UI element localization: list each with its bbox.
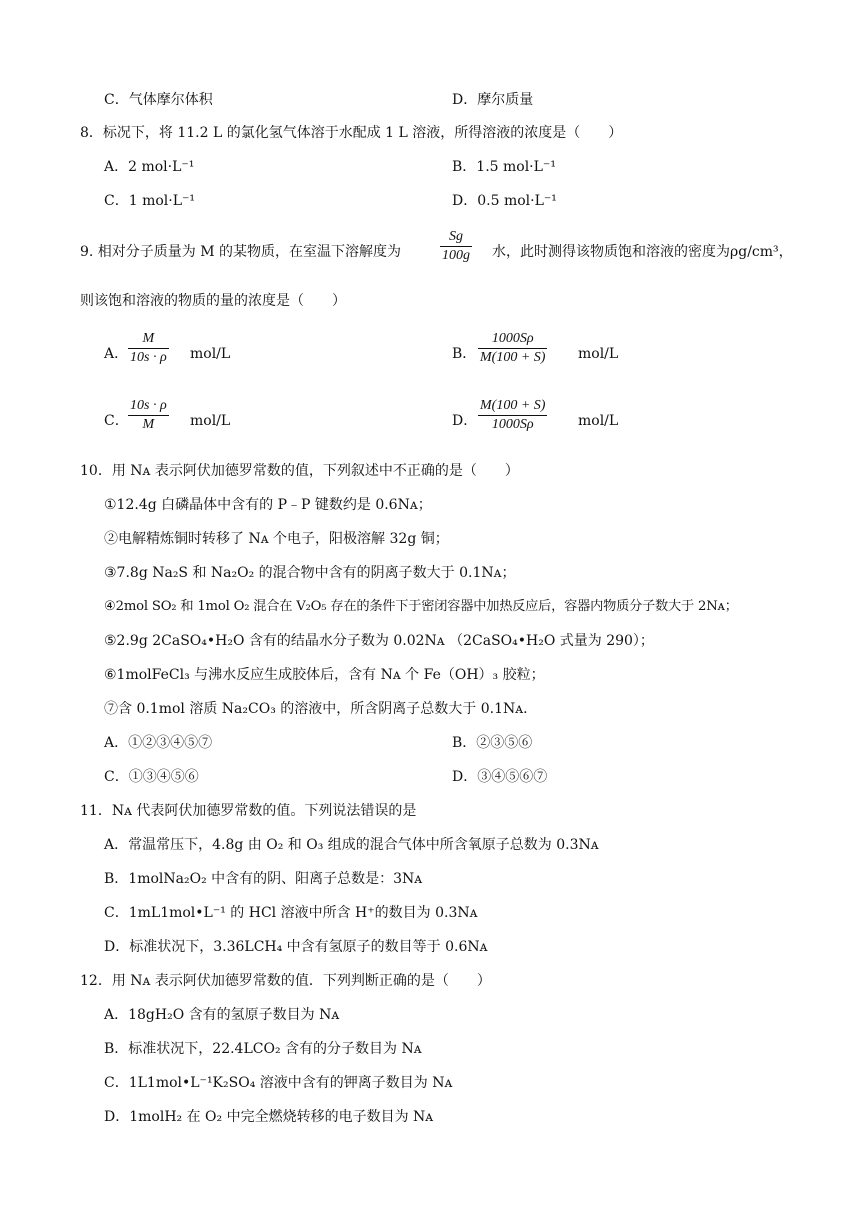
q9-option-b-numerator: 1000Sρ [478,330,547,349]
q9-option-a-fraction [128,330,169,367]
q12-stem: 12．用 Nᴀ 表示阿伏加德罗常数的值．下列判断正确的是（ ） [80,973,491,989]
q9-option-c-unit: mol/L [190,413,231,429]
q9-option-a-denominator: 10s · ρ [130,350,167,365]
q10-statement-2: ②电解精炼铜时转移了 Nᴀ 个电子，阳极溶解 32g 铜； [104,531,449,547]
q9-option-a-unit: mol/L [190,346,231,362]
q9-fraction-denominator: 100g [442,248,470,263]
q8-option-d: D．0.5 mol·L⁻¹ [452,193,557,209]
q9-option-c-fraction [128,397,169,434]
q9-stem-line2: 则该饱和溶液的物质的量的浓度是（ ） [80,293,346,309]
q10-option-a: A．①②③④⑤⑦ [104,735,213,751]
q9-option-d-denominator: 1000Sρ [491,417,534,432]
q12-option-a: A．18gH₂O 含有的氢原子数目为 Nᴀ [104,1007,340,1023]
q10-statement-6: ⑥1molFeCl₃ 与沸水反应生成胶体后，含有 Nᴀ 个 Fe（OH）₃ 胶粒； [104,667,545,683]
q10-statement-4: ④2mol SO₂ 和 1mol O₂ 混合在 V₂O₅ 存在的条件下于密闭容器中加热反应后，容器内物质分子数大于 2Nᴀ； [104,599,738,614]
q9-option-c-numerator: 10s · ρ [128,397,169,416]
q12-option-b: B．标准状况下，22.4LCO₂ 含有的分子数目为 Nᴀ [104,1041,422,1057]
q10-option-d: D．③④⑤⑥⑦ [452,769,548,785]
q10-statement-5: ⑤2.9g 2CaSO₄•H₂O 含有的结晶水分子数为 0.02Nᴀ （2CaSO₄•H₂O 式量为 290）； [104,633,654,649]
q10-statement-1: ①12.4g 白磷晶体中含有的 P﹣P 键数约是 0.6Nᴀ； [104,497,432,513]
q7-option-d: D．摩尔质量 [452,92,534,108]
q9-option-c-label: C． [104,413,129,429]
q10-stem: 10．用 Nᴀ 表示阿伏加德罗常数的值，下列叙述中不正确的是（ ） [80,463,519,479]
q11-option-c: C．1mL1mol•L⁻¹ 的 HCl 溶液中所含 H⁺的数目为 0.3Nᴀ [104,905,478,921]
q9-option-b-fraction [478,330,547,367]
q8-stem: 8．标况下，将 11.2 L 的氯化氢气体溶于水配成 1 L 溶液，所得溶液的浓度是（ ） [80,125,623,141]
q12-option-c: C．1L1mol•L⁻¹K₂SO₄ 溶液中含有的钾离子数目为 Nᴀ [104,1075,453,1091]
q10-option-c: C．①③④⑤⑥ [104,769,199,785]
q8-option-b: B．1.5 mol·L⁻¹ [452,159,556,175]
q9-stem-part2: 水，此时测得该物质饱和溶液的密度为ρg/cm³， [492,244,793,260]
q9-fraction-numerator: Sg [440,228,472,247]
q9-option-d-unit: mol/L [578,413,619,429]
q9-option-a-numerator: M [128,330,169,349]
q9-stem-part1: 9. 相对分子质量为 M 的某物质，在室温下溶解度为 [80,244,402,260]
q9-option-b-denominator: M(100 + S) [480,350,546,365]
q8-option-a: A．2 mol·L⁻¹ [104,159,195,175]
q7-option-c: C．气体摩尔体积 [104,92,213,108]
q8-option-c: C．1 mol·L⁻¹ [104,193,195,209]
q9-option-d-numerator: M(100 + S) [478,397,547,416]
q10-statement-7: ⑦含 0.1mol 溶质 Na₂CO₃ 的溶液中，所含阴离子总数大于 0.1Nᴀ. [104,701,528,717]
q11-option-b: B．1molNa₂O₂ 中含有的阴、阳离子总数是：3Nᴀ [104,871,423,887]
q10-option-b: B．②③⑤⑥ [452,735,533,751]
q9-option-c-denominator: M [142,417,155,432]
q9-option-d-fraction [478,397,547,434]
q10-statement-3: ③7.8g Na₂S 和 Na₂O₂ 的混合物中含有的阴离子数大于 0.1Nᴀ； [104,565,516,581]
q9-option-b-label: B． [452,346,477,362]
q9-option-a-label: A． [104,346,129,362]
q11-stem: 11．Nᴀ 代表阿伏加德罗常数的值。下列说法错误的是 [80,803,417,819]
q9-option-b-unit: mol/L [578,346,619,362]
q9-solubility-fraction [440,228,472,265]
q9-option-d-label: D． [452,413,478,429]
q12-option-d: D．1molH₂ 在 O₂ 中完全燃烧转移的电子数目为 Nᴀ [104,1109,434,1125]
q11-option-d: D．标准状况下，3.36LCH₄ 中含有氢原子的数目等于 0.6Nᴀ [104,939,488,955]
q11-option-a: A．常温常压下，4.8g 由 O₂ 和 O₃ 组成的混合气体中所含氧原子总数为 0.3Nᴀ [104,837,599,853]
